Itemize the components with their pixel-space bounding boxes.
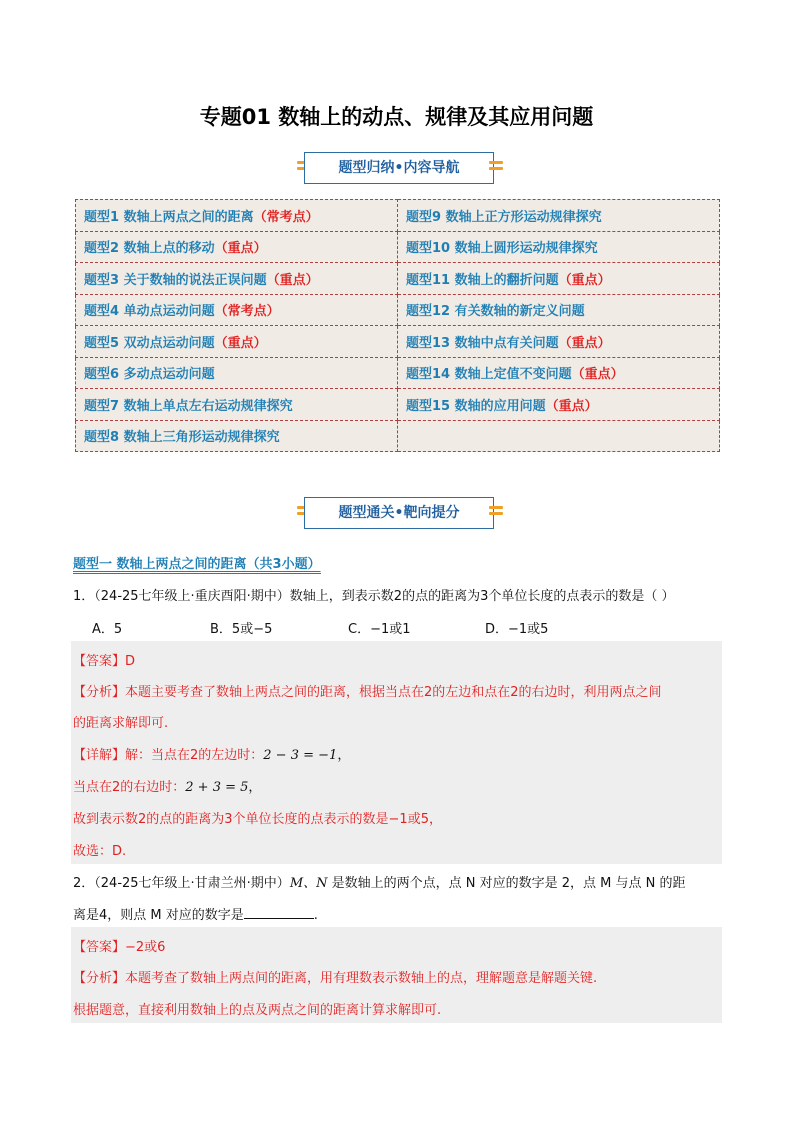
nav-row bbox=[76, 420, 720, 452]
q1-detail-math1: 2 − 3 = −1 bbox=[263, 748, 338, 763]
nav-item-label: 题型8 数轴上三角形运动规律探究 bbox=[84, 430, 280, 446]
nav-item-label: 题型14 数轴上定值不变问题 bbox=[406, 367, 572, 383]
nav-item-tag: （重点） bbox=[214, 241, 267, 257]
q1-analysis-line1: 【分析】本题主要考查了数轴上两点之间的距离，根据当点在2的左边和点在2的右边时，利用两点之间 bbox=[73, 685, 662, 700]
nav-banner-label: 题型归纳•内容导航 bbox=[304, 152, 494, 184]
nav-cell[interactable] bbox=[76, 263, 398, 295]
nav-item-label: 题型7 数轴上单点左右运动规律探究 bbox=[84, 398, 293, 414]
nav-item-label: 题型5 双动点运动问题 bbox=[84, 335, 215, 351]
nav-item-label: 题型11 数轴上的翻折问题 bbox=[406, 272, 559, 288]
nav-cell[interactable] bbox=[398, 389, 720, 421]
q1-detail-line2-prefix: 当点在2的右边时： bbox=[73, 780, 186, 795]
nav-item-tag: （常考点） bbox=[214, 304, 280, 320]
q1-analysis-line2: 的距离求解即可. bbox=[73, 716, 169, 731]
q1-conclusion: 故到表示数2的点的距离为3个单位长度的点表示的数是−1或5， bbox=[73, 812, 442, 827]
banner-decoration-icon bbox=[489, 161, 503, 175]
nav-row bbox=[76, 200, 720, 232]
section-heading: 题型一 数轴上两点之间的距离（共3小题） bbox=[73, 553, 321, 574]
question-1-stem: 1．（24-25七年级上·重庆酉阳·期中）数轴上，到表示数2的点的距离为3个单位长度的点表示的数是（ ） bbox=[73, 589, 675, 604]
q2-answer-label: 【答案】 bbox=[73, 940, 126, 955]
q2-analysis-line1: 【分析】本题考查了数轴上两点间的距离，用有理数表示数轴上的点，理解题意是解题关键. bbox=[73, 971, 598, 986]
nav-item-label: 题型10 数轴上圆形运动规律探究 bbox=[406, 241, 598, 257]
nav-item-label: 题型9 数轴上正方形运动规律探究 bbox=[406, 209, 602, 225]
q1-detail-math2: 2 + 3 = 5 bbox=[185, 780, 249, 795]
nav-row bbox=[76, 294, 720, 326]
nav-cell[interactable] bbox=[398, 357, 720, 389]
nav-cell[interactable] bbox=[76, 420, 398, 452]
question-2-stem-line1 bbox=[73, 872, 686, 891]
nav-item-label: 题型13 数轴中点有关问题 bbox=[406, 335, 559, 351]
nav-item-label: 题型3 关于数轴的说法正误问题 bbox=[84, 272, 267, 288]
q1-detail-line1: 【详解】解：当点在2的左边时：2 − 3 = −1， bbox=[73, 748, 351, 763]
q1-answer: 【答案】D bbox=[73, 654, 136, 669]
nav-item-label: 题型1 数轴上两点之间的距离 bbox=[84, 209, 254, 225]
nav-item-label: 题型15 数轴的应用问题 bbox=[406, 398, 546, 414]
nav-item-tag: （重点） bbox=[558, 335, 611, 351]
nav-row bbox=[76, 231, 720, 263]
nav-item-tag: （重点） bbox=[214, 335, 267, 351]
practice-banner bbox=[297, 497, 503, 531]
nav-cell[interactable] bbox=[398, 294, 720, 326]
option-d: D．−1或5 bbox=[485, 622, 549, 637]
nav-cell[interactable] bbox=[76, 231, 398, 263]
q1-detail-prefix: 【详解】解：当点在2的左边时： bbox=[73, 748, 264, 763]
q2-stem1-suffix: 是数轴上的两个点，点 N 对应的数字是 2，点 M 与点 N 的距 bbox=[327, 876, 686, 891]
nav-row bbox=[76, 357, 720, 389]
topic-nav-table bbox=[75, 199, 720, 452]
q2-stem2-prefix: 离是4，则点 M 对应的数字是 bbox=[73, 908, 244, 923]
q2-analysis-line2: 根据题意，直接利用数轴上的点及两点之间的距离计算求解即可. bbox=[73, 1003, 442, 1018]
nav-cell[interactable] bbox=[398, 326, 720, 358]
option-b: B．5或−5 bbox=[210, 622, 273, 637]
nav-row bbox=[76, 263, 720, 295]
nav-item-tag: （重点） bbox=[571, 367, 624, 383]
q1-choice: 故选：D. bbox=[73, 844, 127, 859]
answer-blank bbox=[244, 906, 314, 919]
nav-cell[interactable] bbox=[398, 200, 720, 232]
banner-decoration-icon bbox=[489, 506, 503, 520]
nav-cell[interactable] bbox=[76, 326, 398, 358]
q2-stem1-prefix: 2．（24-25七年级上·甘肃兰州·期中） bbox=[73, 876, 290, 891]
q1-detail-line2: 当点在2的右边时：2 + 3 = 5， bbox=[73, 780, 262, 795]
nav-cell[interactable] bbox=[76, 200, 398, 232]
nav-cell[interactable] bbox=[398, 263, 720, 295]
nav-item-label: 题型2 数轴上点的移动 bbox=[84, 241, 215, 257]
question-2-stem-line2 bbox=[73, 904, 318, 923]
nav-item-tag: （常考点） bbox=[253, 209, 319, 225]
q2-stem1-math: M、N bbox=[289, 876, 328, 891]
option-a: A．5 bbox=[92, 622, 123, 637]
nav-banner bbox=[297, 152, 503, 186]
nav-cell[interactable] bbox=[76, 294, 398, 326]
q2-stem2-suffix: . bbox=[313, 908, 318, 923]
option-c: C．−1或1 bbox=[348, 622, 411, 637]
q2-answer-value: −2或6 bbox=[125, 940, 166, 955]
nav-item-label: 题型4 单动点运动问题 bbox=[84, 304, 215, 320]
nav-item-tag: （重点） bbox=[545, 398, 598, 414]
nav-cell bbox=[398, 420, 720, 452]
nav-cell[interactable] bbox=[76, 389, 398, 421]
nav-item-tag: （重点） bbox=[558, 272, 611, 288]
nav-item-label: 题型12 有关数轴的新定义问题 bbox=[406, 304, 585, 320]
q2-answer bbox=[73, 936, 165, 955]
page-title: 专题01 数轴上的动点、规律及其应用问题 bbox=[199, 105, 594, 129]
nav-row bbox=[76, 389, 720, 421]
nav-cell[interactable] bbox=[398, 231, 720, 263]
nav-item-label: 题型6 多动点运动问题 bbox=[84, 367, 215, 383]
nav-row bbox=[76, 326, 720, 358]
nav-item-tag: （重点） bbox=[266, 272, 319, 288]
practice-banner-label: 题型通关•靶向提分 bbox=[304, 497, 494, 529]
nav-cell[interactable] bbox=[76, 357, 398, 389]
